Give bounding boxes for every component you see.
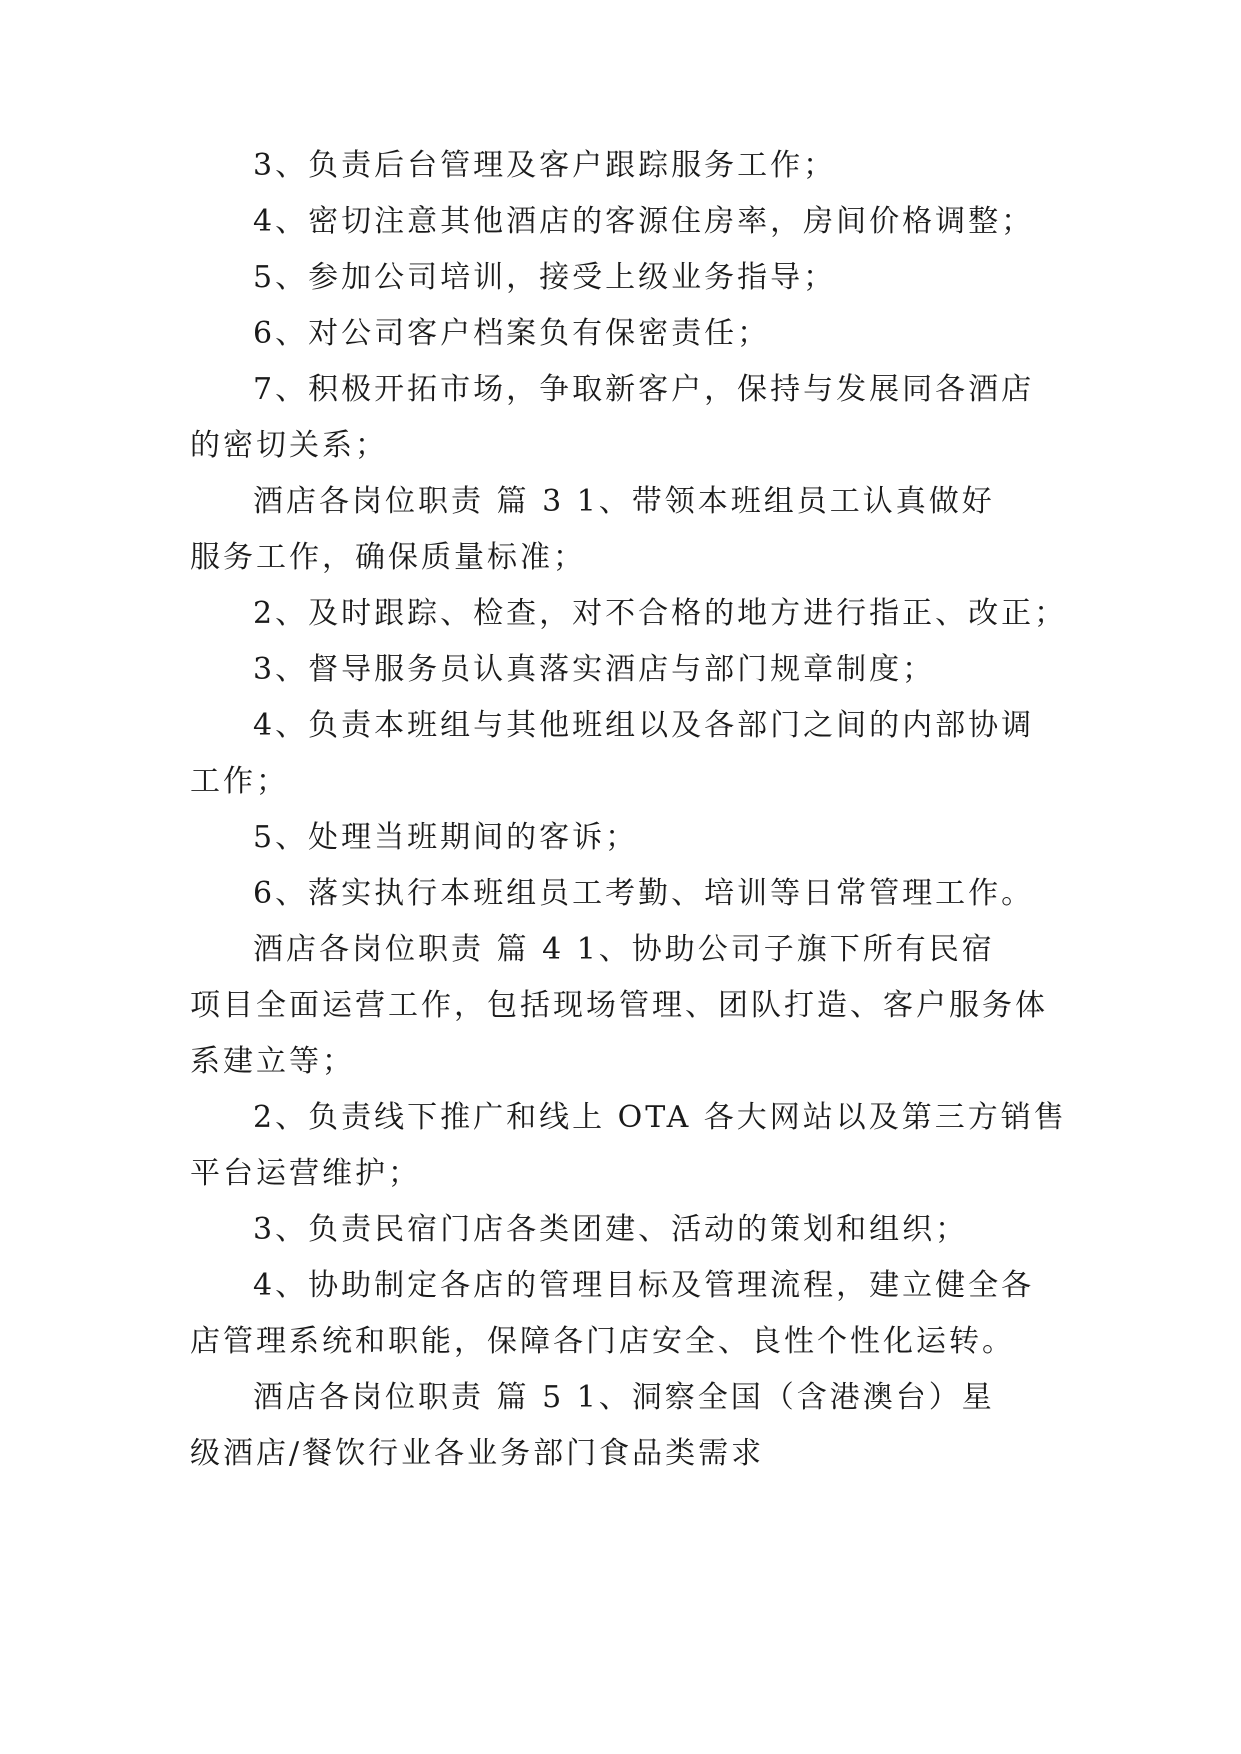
list-item: 2、及时跟踪、检查，对不合格的地方进行指正、改正； bbox=[253, 596, 1068, 631]
list-item: 4、协助制定各店的管理目标及管理流程，建立健全各 bbox=[253, 1268, 1035, 1303]
list-item: 6、落实执行本班组员工考勤、培训等日常管理工作。 bbox=[253, 876, 1035, 911]
list-item: 5、处理当班期间的客诉； bbox=[253, 820, 639, 855]
list-item-continuation: 级酒店/餐饮行业各业务部门食品类需求 bbox=[190, 1436, 765, 1471]
list-item-continuation: 平台运营维护； bbox=[190, 1156, 421, 1191]
section-heading: 酒店各岗位职责 篇 3 1、带领本班组员工认真做好 bbox=[253, 484, 995, 519]
list-item: 3、负责民宿门店各类团建、活动的策划和组织； bbox=[253, 1212, 969, 1247]
list-item: 2、负责线下推广和线上 OTA 各大网站以及第三方销售 bbox=[253, 1100, 1067, 1135]
section-heading: 酒店各岗位职责 篇 5 1、洞察全国（含港澳台）星 bbox=[253, 1380, 995, 1415]
list-item-continuation: 店管理系统和职能，保障各门店安全、良性个性化运转。 bbox=[190, 1324, 1015, 1359]
list-item-continuation: 工作； bbox=[190, 764, 289, 799]
list-item: 4、密切注意其他酒店的客源住房率，房间价格调整； bbox=[253, 204, 1035, 239]
list-item: 4、负责本班组与其他班组以及各部门之间的内部协调 bbox=[253, 708, 1035, 743]
list-item-continuation: 服务工作，确保质量标准； bbox=[190, 540, 586, 575]
list-item: 6、对公司客户档案负有保密责任； bbox=[253, 316, 771, 351]
list-item: 5、参加公司培训，接受上级业务指导； bbox=[253, 260, 837, 295]
list-item-continuation: 项目全面运营工作，包括现场管理、团队打造、客户服务体 bbox=[190, 988, 1048, 1023]
list-item: 3、督导服务员认真落实酒店与部门规章制度； bbox=[253, 652, 936, 687]
list-item: 7、积极开拓市场，争取新客户，保持与发展同各酒店 bbox=[253, 372, 1035, 407]
list-item-continuation: 系建立等； bbox=[190, 1044, 355, 1079]
section-heading: 酒店各岗位职责 篇 4 1、协助公司子旗下所有民宿 bbox=[253, 932, 995, 967]
list-item-continuation: 的密切关系； bbox=[190, 428, 388, 463]
list-item: 3、负责后台管理及客户跟踪服务工作； bbox=[253, 148, 837, 183]
